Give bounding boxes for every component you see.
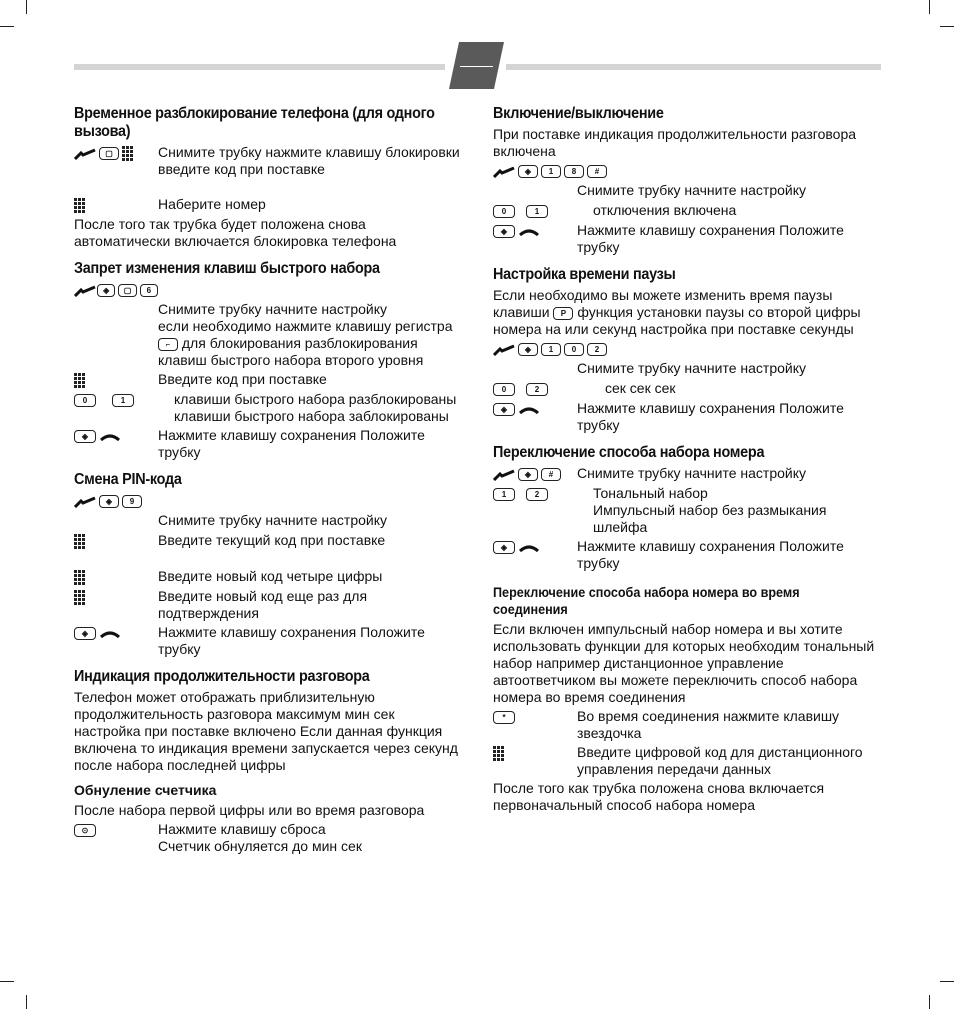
- instruction-text: Снимите трубку начните настройку: [577, 360, 807, 376]
- instruction-row: [493, 538, 883, 572]
- instruction-text: [158, 391, 460, 425]
- text-line: Импульсный набор без размыкания шлейфа: [593, 502, 827, 535]
- section-title: Переключение способа набора номера: [493, 444, 765, 461]
- instruction-row: [74, 492, 460, 510]
- instruction-row: [74, 391, 460, 425]
- handset-off-icon: [74, 496, 96, 508]
- key-sequence: [493, 400, 577, 418]
- key-sequence: [74, 371, 158, 389]
- section-title: Индикация продолжительности разговора: [74, 668, 370, 685]
- crop-mark: [940, 26, 954, 27]
- key-sequence: [74, 568, 158, 586]
- p-key-icon: P: [553, 307, 573, 320]
- paragraph: После набора первой цифры или во время разговора: [74, 802, 425, 818]
- header-bar-right: [506, 64, 881, 70]
- instruction-text: Снимите трубку нажмите клавишу блокировки введите код при поставке: [158, 144, 460, 177]
- instruction-row: [493, 380, 883, 398]
- instruction-row: [493, 162, 883, 180]
- digit-1-key-icon: 1: [526, 205, 548, 218]
- section-title: Переключение способа набора номера во время соединения: [493, 584, 800, 617]
- instruction-row: [493, 744, 883, 778]
- subsection-title: Обнуление счетчика: [74, 782, 217, 798]
- menu-key-icon: ◈: [518, 343, 538, 356]
- handset-off-icon: [493, 469, 515, 481]
- instruction-row: [74, 624, 460, 658]
- instruction-row: [74, 144, 460, 178]
- paragraph: После того как трубка положена снова включается первоначальный способ набора номера: [493, 780, 825, 813]
- digit-8-key-icon: 8: [564, 165, 584, 178]
- key-sequence: [74, 532, 158, 550]
- digit-1-key-icon: 1: [112, 394, 134, 407]
- instruction-text: Снимите трубку начните настройку: [577, 182, 807, 198]
- handset-off-icon: [74, 148, 96, 160]
- hash-key-icon: #: [541, 468, 561, 481]
- text-span: если необходимо нажмите клавишу регистра: [158, 318, 453, 334]
- text-line: Тональный набор: [593, 485, 708, 501]
- instruction-text: отключения включена: [593, 202, 737, 218]
- spacer: [74, 301, 158, 319]
- right-column: [493, 105, 883, 814]
- reset-key-icon: ⊙: [74, 824, 96, 837]
- instruction-text: Нажмите клавишу сохранения Положите трубку: [577, 400, 844, 433]
- instruction-text: Нажмите клавишу сохранения Положите трубку: [577, 222, 844, 255]
- instruction-row: [493, 360, 883, 378]
- digit-1-key-icon: 1: [493, 488, 515, 501]
- crop-mark: [26, 0, 27, 14]
- paragraph: Телефон может отображать приблизительную продолжительность разговора максимум мин сек настройка при поставке включено Если данная функция включена то индикация времени запускается через секунд после набора последней цифры: [74, 689, 458, 773]
- text-span: для блокирования разблокирования клавиш быстрого набора второго уровня: [158, 335, 424, 368]
- menu-key-icon: ◈: [518, 165, 538, 178]
- text-line: [158, 318, 460, 369]
- keypad-icon: [122, 146, 133, 161]
- digit-0-key-icon: 0: [74, 394, 96, 407]
- text-line: клавиши быстрого набора разблокированы: [174, 391, 457, 407]
- instruction-text: Во время соединения нажмите клавишу звездочка: [577, 708, 840, 741]
- key-sequence: [493, 538, 577, 556]
- instruction-row: [74, 196, 460, 214]
- handset-on-icon: [518, 404, 540, 416]
- text-span: Если необходимо вы можете изменить время паузы клавиши: [493, 287, 833, 320]
- instruction-row: [74, 821, 460, 855]
- spacer: [493, 182, 577, 200]
- instruction-text: Наберите номер: [158, 196, 266, 212]
- key-sequence: [74, 196, 158, 214]
- key-sequence: [493, 744, 577, 762]
- instruction-row: [493, 485, 883, 536]
- key-sequence: [493, 202, 577, 220]
- menu-key-icon: ◈: [493, 403, 515, 416]
- handset-off-icon: [74, 285, 94, 297]
- instruction-row: [493, 340, 883, 358]
- crop-mark: [940, 981, 954, 982]
- instruction-row: [74, 568, 460, 586]
- instruction-row: [493, 182, 883, 200]
- menu-key-icon: ◈: [74, 627, 96, 640]
- star-key-icon: *: [493, 711, 515, 724]
- digit-6-key-icon: 6: [140, 284, 158, 297]
- instruction-text: Введите новый код еще раз для подтверждения: [158, 588, 368, 621]
- key-sequence: [493, 485, 577, 503]
- key-sequence: [74, 588, 158, 606]
- digit-9-key-icon: 9: [122, 495, 142, 508]
- instruction-text: Снимите трубку начните настройку: [577, 465, 807, 481]
- text-line: Счетчик обнуляется до мин сек: [158, 838, 362, 854]
- left-column: [74, 105, 460, 857]
- instruction-text: Снимите трубку начните настройку: [158, 512, 388, 528]
- handset-on-icon: [518, 542, 540, 554]
- section-title: Временное разблокирование телефона (для одного вызова): [74, 105, 435, 140]
- key-sequence: [493, 340, 643, 358]
- paragraph: При поставке индикация продолжительности разговора включена: [493, 126, 857, 159]
- key-sequence: [493, 465, 577, 483]
- keypad-icon: [493, 746, 504, 761]
- section-title: Включение/выключение: [493, 105, 664, 122]
- menu-key-icon: ◈: [518, 468, 538, 481]
- key-sequence: [74, 624, 158, 642]
- keypad-icon: [74, 373, 85, 388]
- key-sequence: [493, 162, 643, 180]
- paragraph: Если включен импульсный набор номера и вы хотите использовать функции для которых необходим тональный набор например дистанционное управление автоответчиком вы можете переключить способ набора номера во время соединения: [493, 621, 875, 705]
- menu-key-icon: ◈: [97, 284, 115, 297]
- hash-key-icon: #: [587, 165, 607, 178]
- menu-key-icon: ◈: [99, 495, 119, 508]
- instruction-row: [74, 281, 460, 299]
- crop-mark: [929, 0, 930, 14]
- key-sequence: [493, 708, 577, 726]
- key-sequence: [74, 391, 158, 409]
- page-number-line: [460, 66, 493, 67]
- section-title: Запрет изменения клавиш быстрого набора: [74, 260, 380, 277]
- menu-key-icon: ◈: [74, 430, 96, 443]
- keypad-icon: [74, 534, 85, 549]
- shift-key-icon: ⌐: [158, 338, 178, 351]
- header-bar-left: [74, 64, 445, 70]
- section-title: Смена PIN-кода: [74, 471, 182, 488]
- instruction-row: [493, 400, 883, 434]
- key-sequence: [493, 222, 577, 240]
- instruction-text: [158, 301, 460, 369]
- key-sequence: [74, 821, 158, 839]
- digit-0-key-icon: 0: [493, 205, 515, 218]
- instruction-row: [74, 512, 460, 530]
- handset-off-icon: [493, 166, 515, 178]
- instruction-text: Введите текущий код при поставке: [158, 532, 386, 548]
- digit-2-key-icon: 2: [587, 343, 607, 356]
- instruction-row: [493, 222, 883, 256]
- menu-key-icon: ◈: [493, 225, 515, 238]
- digit-1-key-icon: 1: [541, 165, 561, 178]
- instruction-text: Введите код при поставке: [158, 371, 327, 387]
- handset-on-icon: [518, 226, 540, 238]
- instruction-text: [577, 485, 883, 536]
- spacer: [74, 512, 158, 530]
- instruction-text: Введите новый код четыре цифры: [158, 568, 383, 584]
- instruction-text: сек сек сек: [605, 380, 676, 396]
- crop-mark: [0, 26, 14, 27]
- keypad-icon: [74, 198, 85, 213]
- instruction-text: Введите цифровой код для дистанционного управления передачи данных: [577, 744, 863, 777]
- spacer: [493, 360, 577, 378]
- lock-key-icon: ▢: [118, 284, 136, 297]
- instruction-row: [74, 301, 460, 369]
- instruction-text: [158, 821, 460, 855]
- menu-key-icon: ◈: [493, 541, 515, 554]
- digit-2-key-icon: 2: [526, 383, 548, 396]
- key-sequence: [74, 144, 158, 162]
- handset-off-icon: [493, 344, 515, 356]
- crop-mark: [929, 995, 930, 1009]
- key-sequence: [74, 427, 158, 445]
- digit-0-key-icon: 0: [564, 343, 584, 356]
- instruction-row: [493, 465, 883, 483]
- crop-mark: [0, 981, 14, 982]
- paragraph: [493, 287, 883, 338]
- digit-2-key-icon: 2: [526, 488, 548, 501]
- key-sequence: [74, 492, 158, 510]
- lock-key-icon: ▢: [99, 147, 119, 160]
- handset-on-icon: [99, 628, 121, 640]
- key-sequence: [74, 281, 158, 299]
- instruction-text: Нажмите клавишу сохранения Положите трубку: [158, 624, 425, 657]
- key-sequence: [493, 380, 577, 398]
- digit-1-key-icon: 1: [541, 343, 561, 356]
- instruction-text: Нажмите клавишу сохранения Положите трубку: [158, 427, 425, 460]
- paragraph: После того так трубка будет положена снова автоматически включается блокировка телефона: [74, 216, 397, 249]
- instruction-row: [74, 371, 460, 389]
- instruction-row: [74, 532, 460, 550]
- instruction-text: Нажмите клавишу сохранения Положите трубку: [577, 538, 844, 571]
- section-title: Настройка времени паузы: [493, 266, 676, 283]
- digit-0-key-icon: 0: [493, 383, 515, 396]
- instruction-row: [493, 202, 883, 220]
- handset-on-icon: [99, 431, 121, 443]
- text-span: функция установки паузы со второй цифры номера на или секунд настройка при поставке секунды: [493, 304, 861, 337]
- instruction-row: [493, 708, 883, 742]
- text-line: Снимите трубку начните настройку: [158, 301, 388, 317]
- crop-mark: [26, 995, 27, 1009]
- instruction-row: [74, 588, 460, 622]
- text-line: клавиши быстрого набора заблокированы: [174, 408, 449, 424]
- instruction-row: [74, 427, 460, 461]
- keypad-icon: [74, 570, 85, 585]
- text-line: Нажмите клавишу сброса: [158, 821, 326, 837]
- keypad-icon: [74, 590, 85, 605]
